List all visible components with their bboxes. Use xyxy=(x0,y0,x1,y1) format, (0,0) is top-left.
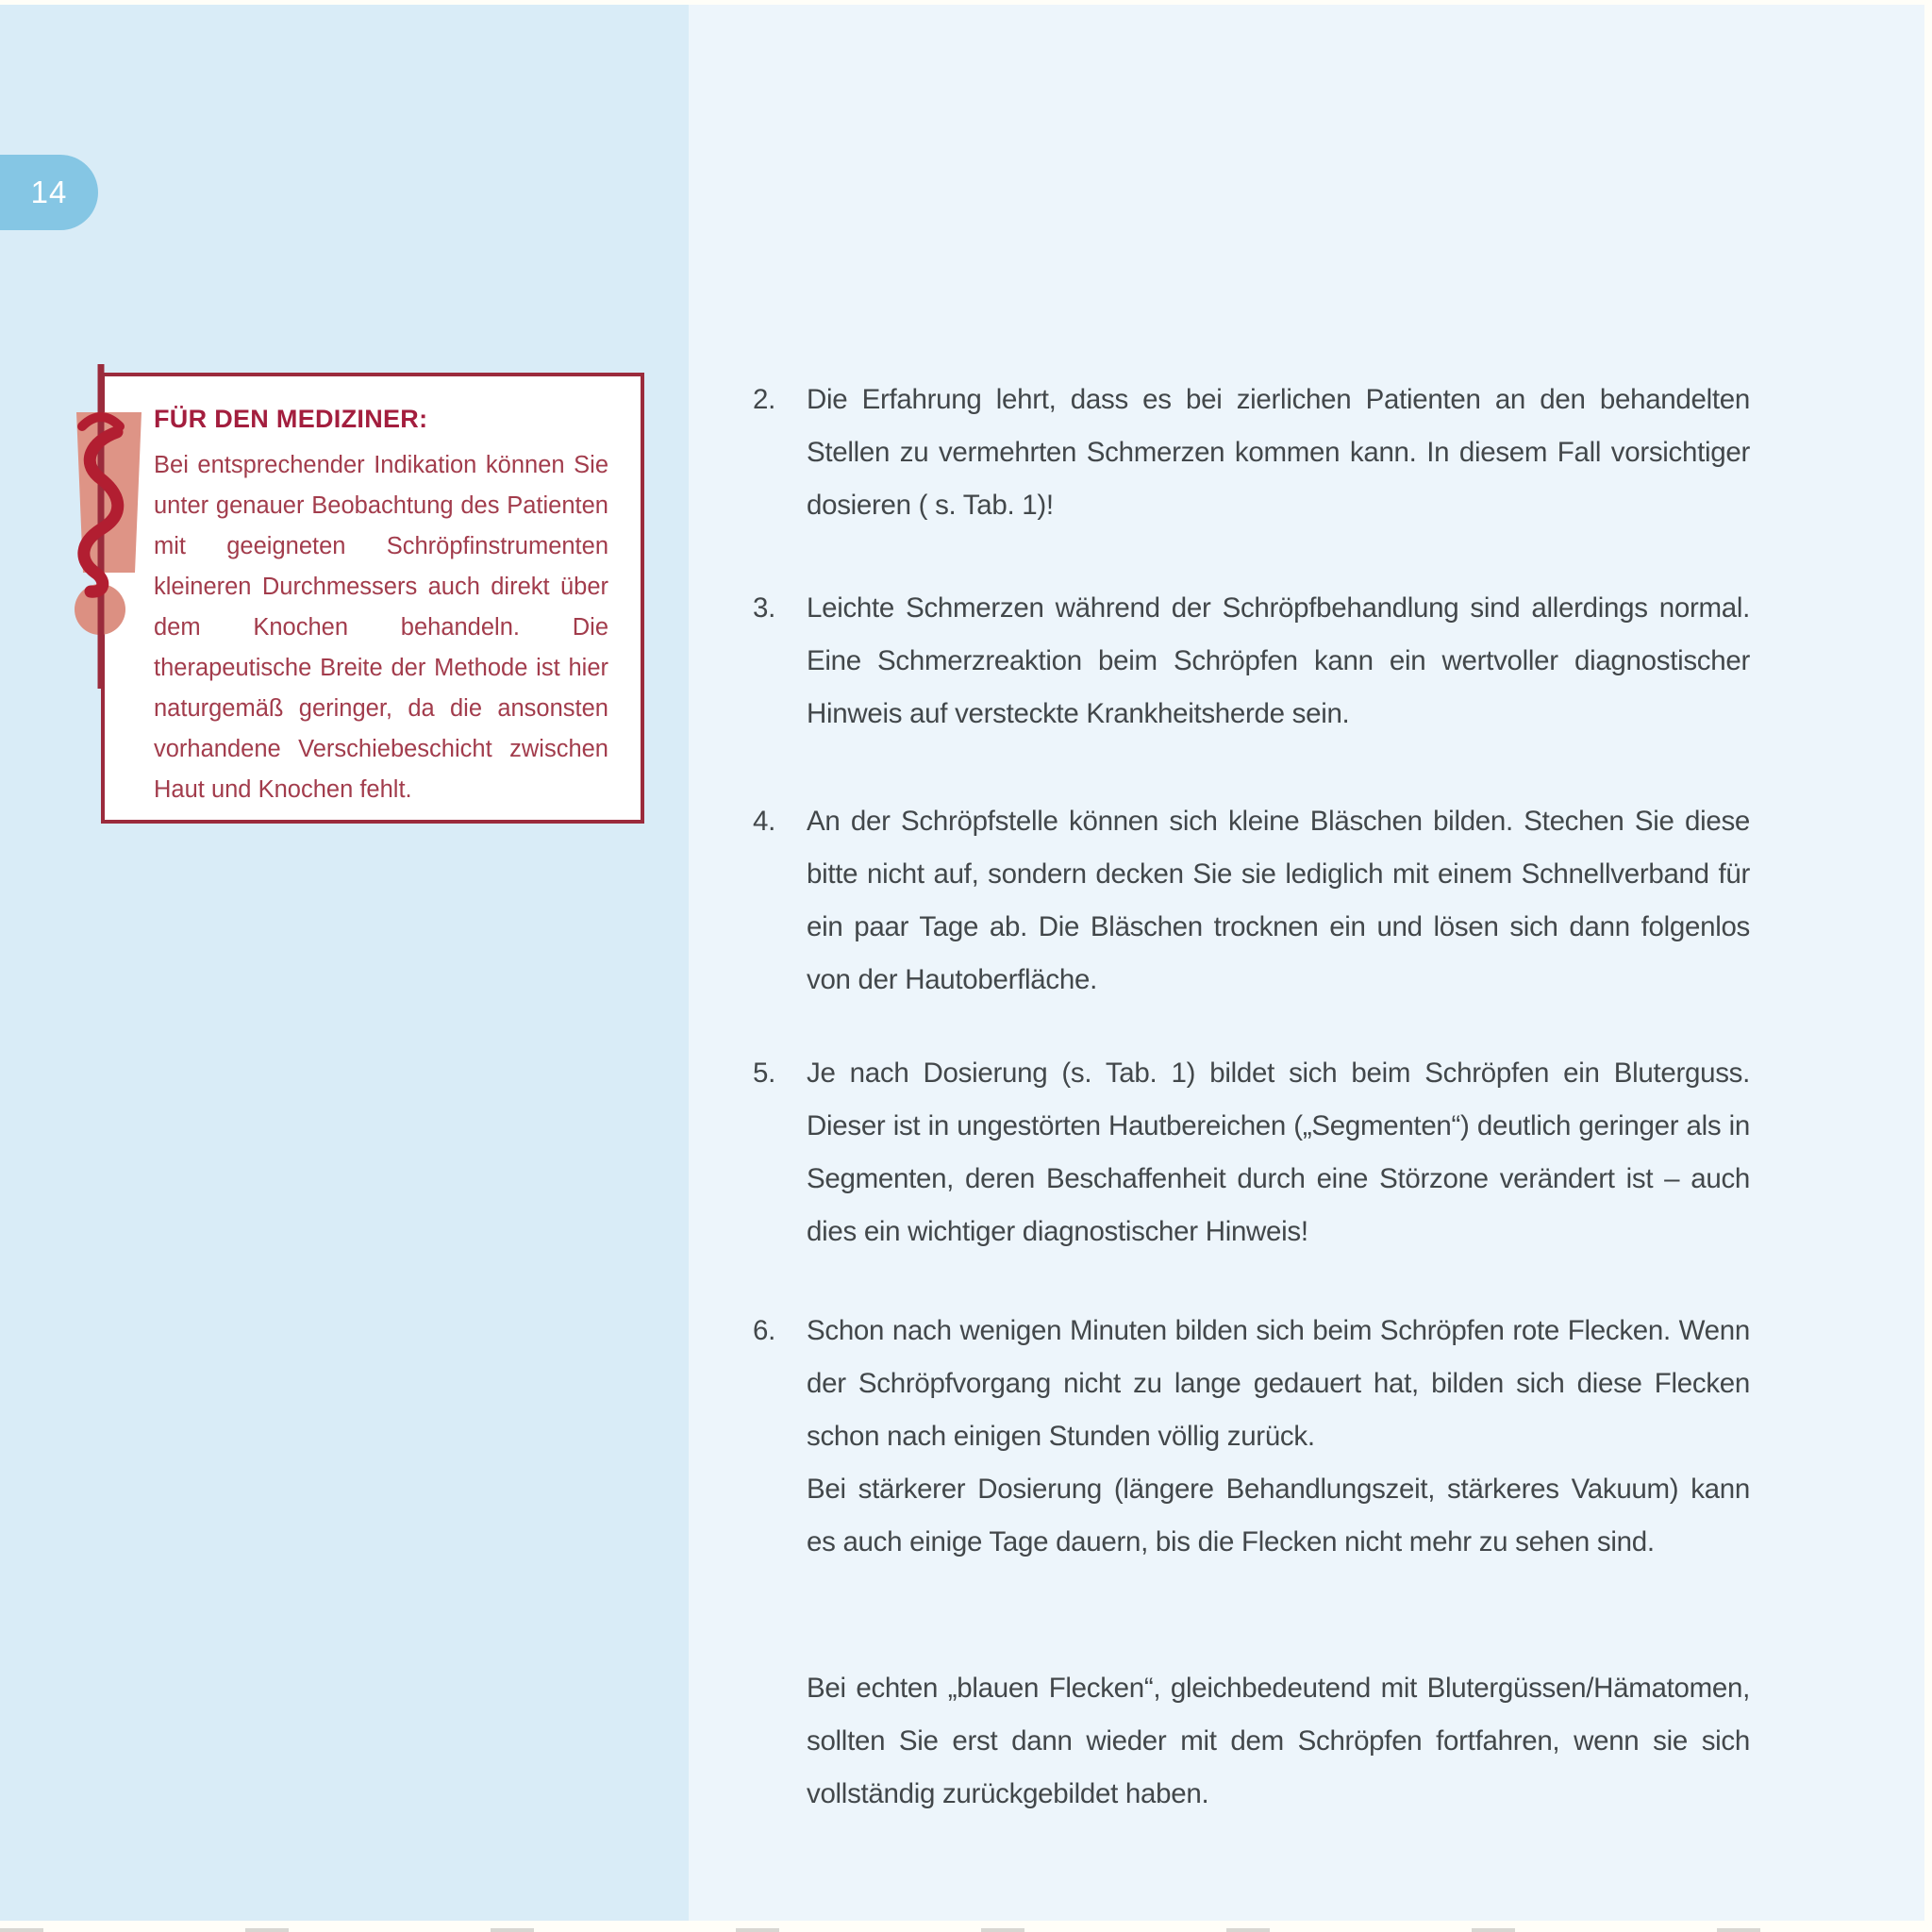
list-item-number: 3. xyxy=(753,592,776,624)
info-box-heading: FÜR DEN MEDIZINER: xyxy=(154,405,428,433)
list-item-text xyxy=(807,582,1750,741)
list-item-number: 4. xyxy=(753,806,776,837)
paragraph: An der Schröpfstelle können sich kleine Bläschen bilden. Stechen Sie diese bitte nicht auf, sondern decken Sie sie lediglich mit einem Schnellverband für ein paar Tage ab. Die Bläschen trocknen ein und lösen sich dann folgenlos von der Hautoberfläche. xyxy=(807,806,1750,995)
info-box-body: Bei entsprechender Indikation können Sie unter genauer Beobachtung des Patienten mit geeigneten Schröpfinstrumenten kleineren Durchmessers auch direkt über dem Knochen behandeln. Die therapeutische Breite der Methode ist hier naturgemäß geringer, da die ansonsten vorhandene Verschiebeschicht zwischen Haut und Knochen fehlt. xyxy=(154,452,608,803)
page-number: 14 xyxy=(30,175,68,209)
list-item-text xyxy=(807,795,1750,1007)
list-item-text xyxy=(807,374,1750,532)
list-item xyxy=(753,1662,1750,1821)
list-item-number: 5. xyxy=(753,1058,776,1089)
list-item-text xyxy=(807,1662,1750,1821)
paragraph: Leichte Schmerzen während der Schröpfbehandlung sind allerdings normal. Eine Schmerzreaktion beim Schröpfen kann ein wertvoller diagnostischer Hinweis auf versteckte Krankheitsherde sein. xyxy=(807,592,1750,729)
list-item xyxy=(753,374,1750,532)
page-bottom-edge xyxy=(0,1928,1932,1932)
paragraph: Je nach Dosierung (s. Tab. 1) bildet sich beim Schröpfen ein Bluterguss. Dieser ist in ungestörten Hautbereichen („Segmenten“) deutlich geringer als in Segmenten, deren Beschaffenheit durch eine Störzone verändert ist – auch dies ein wichtiger diagnostischer Hinweis! xyxy=(807,1058,1750,1247)
paragraph: Schon nach wenigen Minuten bilden sich beim Schröpfen rote Flecken. Wenn der Schröpfvorgang nicht zu lange gedauert hat, bilden sich diese Flecken schon nach einigen Stunden völlig zurück. xyxy=(807,1315,1750,1452)
paragraph: Die Erfahrung lehrt, dass es bei zierlichen Patienten an den behandelten Stellen zu vermehrten Schmerzen kommen kann. In diesem Fall vorsichtiger dosieren ( s. Tab. 1)! xyxy=(807,384,1750,521)
list-item-number: 2. xyxy=(753,384,776,415)
list-item-number: 6. xyxy=(753,1315,776,1346)
list-item xyxy=(753,1047,1750,1258)
medical-info-box xyxy=(101,373,644,824)
paragraph: Bei stärkerer Dosierung (längere Behandlungszeit, stärkeres Vakuum) kann es auch einige Tage dauern, bis die Flecken nicht mehr zu sehen sind. xyxy=(807,1474,1750,1557)
left-panel xyxy=(0,5,689,1921)
list-item-text xyxy=(807,1305,1750,1569)
list-item xyxy=(753,582,1750,741)
aesculapius-exclamation-icon xyxy=(55,364,160,689)
list-item xyxy=(753,795,1750,1007)
page-number-tab xyxy=(0,155,98,230)
paragraph: Bei echten „blauen Flecken“, gleichbedeutend mit Blutergüssen/Hämatomen, sollten Sie erst dann wieder mit dem Schröpfen fortfahren, wenn sie sich vollständig zurückgebildet haben. xyxy=(807,1673,1750,1809)
list-item xyxy=(753,1305,1750,1569)
list-item-text xyxy=(807,1047,1750,1258)
list-item-number xyxy=(753,1662,807,1821)
